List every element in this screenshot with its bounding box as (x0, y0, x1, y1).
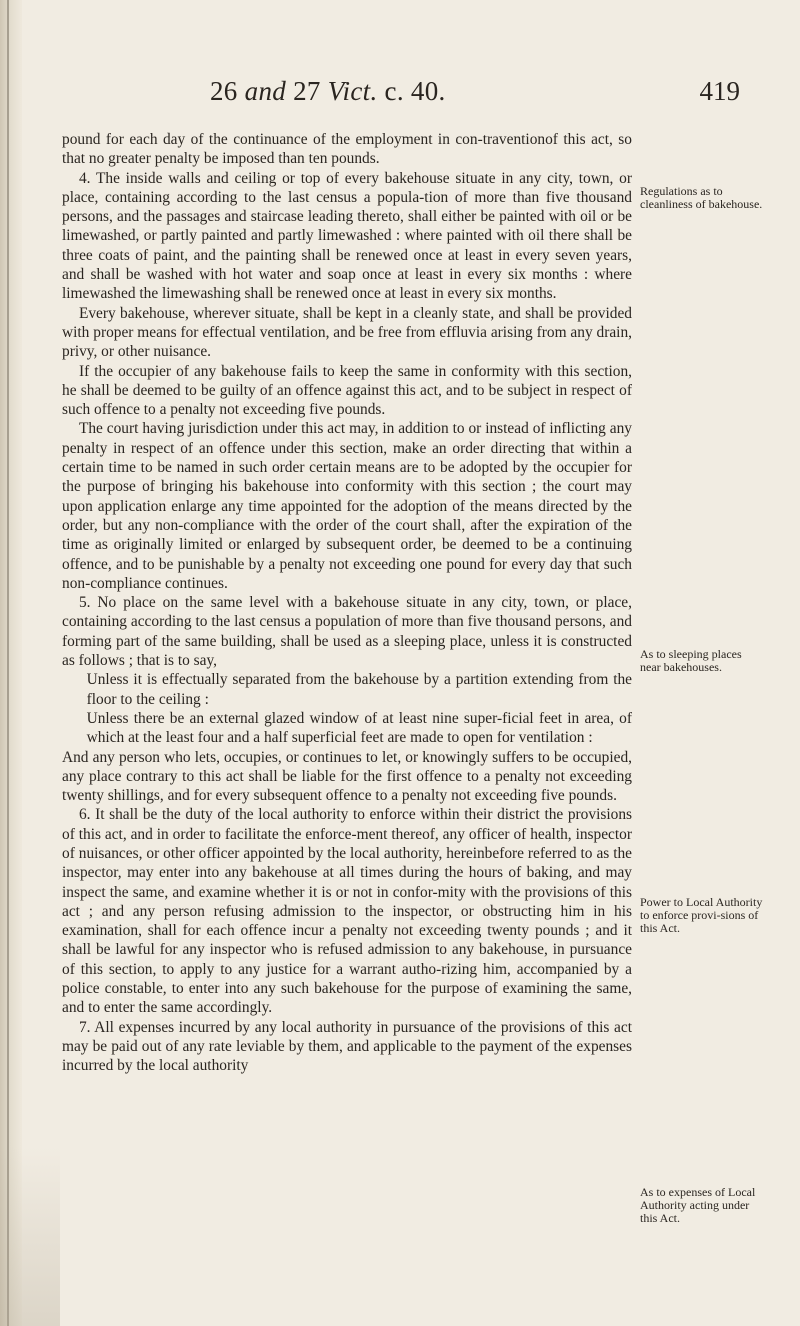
title-part-italic: and (244, 76, 287, 106)
paragraph: If the occupier of any bakehouse fails to keep the same in conformity with this section, he shall be deemed to be guilty of an offence against this act, and to be subject in respect of such offence to a penalty not exceeding five pounds. (62, 362, 632, 419)
title-part: c. 40. (377, 76, 446, 106)
section-7: 7. All expenses incurred by any local authority in pursuance of the provisions of this act may be paid out of any rate leviable by them, and applicable to the payment of the expenses incurred by the local authority (62, 1018, 632, 1075)
margin-note-expenses: As to expenses of Local Authority acting under this Act. (640, 1185, 756, 1225)
paragraph: Every bakehouse, wherever situate, shall be kept in a cleanly state, and shall be provided with proper means for effectual ventilation, and be free from effluvia arising from any drain, privy, or other nuisance. (62, 304, 632, 361)
title-part-italic: Vict. (327, 76, 378, 106)
condition-item: Unless there be an external glazed window of at least nine super-ficial feet in area, of which at the least four and a half superficial feet are made to open for ventilation : (86, 709, 632, 747)
section-5: 5. No place on the same level with a bakehouse situate in any city, town, or place, containing according to the last census a population of more than five thousand persons, and forming part of the same building, shall be used as a sleeping place, unless it is constructed as follows ; that is to say, (62, 594, 632, 670)
margin-note-sleeping-places: As to sleeping places near bakehouses. (640, 647, 742, 674)
paragraph: pound for each day of the continuance of the employment in con-traventionof this act, so that no greater penalty be imposed than ten pounds. (62, 131, 632, 168)
page-number: 419 (699, 76, 740, 106)
binding-rule (7, 0, 9, 1326)
section-6: 6. It shall be the duty of the local authority to enforce within their district the provisions of this act, and in order to facilitate the enforce-ment thereof, any officer of health, inspector of nuisances, or other officer appointed by the local authority, hereinbefore referred to as the inspector, may enter into any bakehouse at all times during the hours of baking, and may inspect the same, and examine whether it is or not in confor-mity with the provisions of this act ; and any person refusing admission to the inspector, or obstructing him in his examination, shall for each offence incur a penalty not exceeding twenty pounds ; and it shall be lawful for any inspector who is refused admission to any bakehouse, in pursuance of this section, to apply to any justice for a warrant autho-rizing him, accompanied by a police constable, to enter into any such bakehouse for the purpose of examining the same, and to enter the same accordingly. (62, 806, 632, 1017)
running-title (210, 76, 446, 107)
condition-item: Unless it is effectually separated from the bakehouse by a partition extending from the floor to the ceiling : (86, 671, 632, 708)
title-part: 26 (210, 76, 245, 106)
running-header (100, 76, 750, 112)
title-part: 27 (286, 76, 328, 106)
paper-stain (0, 1146, 60, 1326)
margin-note-power: Power to Local Authority to enforce provi-sions of this Act. (640, 895, 763, 935)
margin-note-cleanliness: Regulations as to cleanliness of bakehouse. (640, 184, 763, 211)
conditions-list (87, 670, 632, 747)
page-binding-edge (0, 0, 22, 1326)
statute-text (62, 130, 632, 1076)
paragraph: And any person who lets, occupies, or continues to let, or knowingly suffers to be occupied, any place contrary to this act shall be liable for the first offence to a penalty not exceeding twenty shillings, and for every subsequent offence to a penalty not exceeding five pounds. (62, 748, 632, 805)
section-4: 4. The inside walls and ceiling or top of every bakehouse situate in any city, town, or place, containing according to the last census a popula-tion of more than five thousand persons, and the passages and staircase leading thereto, shall either be painted with oil or be limewashed, or partly painted and partly limewashed : where painted with oil there shall be three coats of paint, and the painting shall be renewed once at least in every seven years, and shall be washed with hot water and soap once at least in every six months : where limewashed the limewashing shall be renewed once at least in every six months. (62, 169, 632, 303)
paragraph: The court having jurisdiction under this act may, in addition to or instead of inflicting any penalty in respect of an offence under this section, make an order directing that within a certain time to be named in such order certain means are to be adopted by the occupier for the purpose of bringing his bakehouse into conformity with this section ; the court may upon application enlarge any time appointed for the adoption of the means directed by the order, but any non-compliance with the order of the court shall, after the expiration of the time as originally limited or enlarged by subsequent order, be deemed to be a continuing offence, and to be punishable by a penalty not exceeding one pound for every day that such non-compliance continues. (62, 420, 632, 592)
